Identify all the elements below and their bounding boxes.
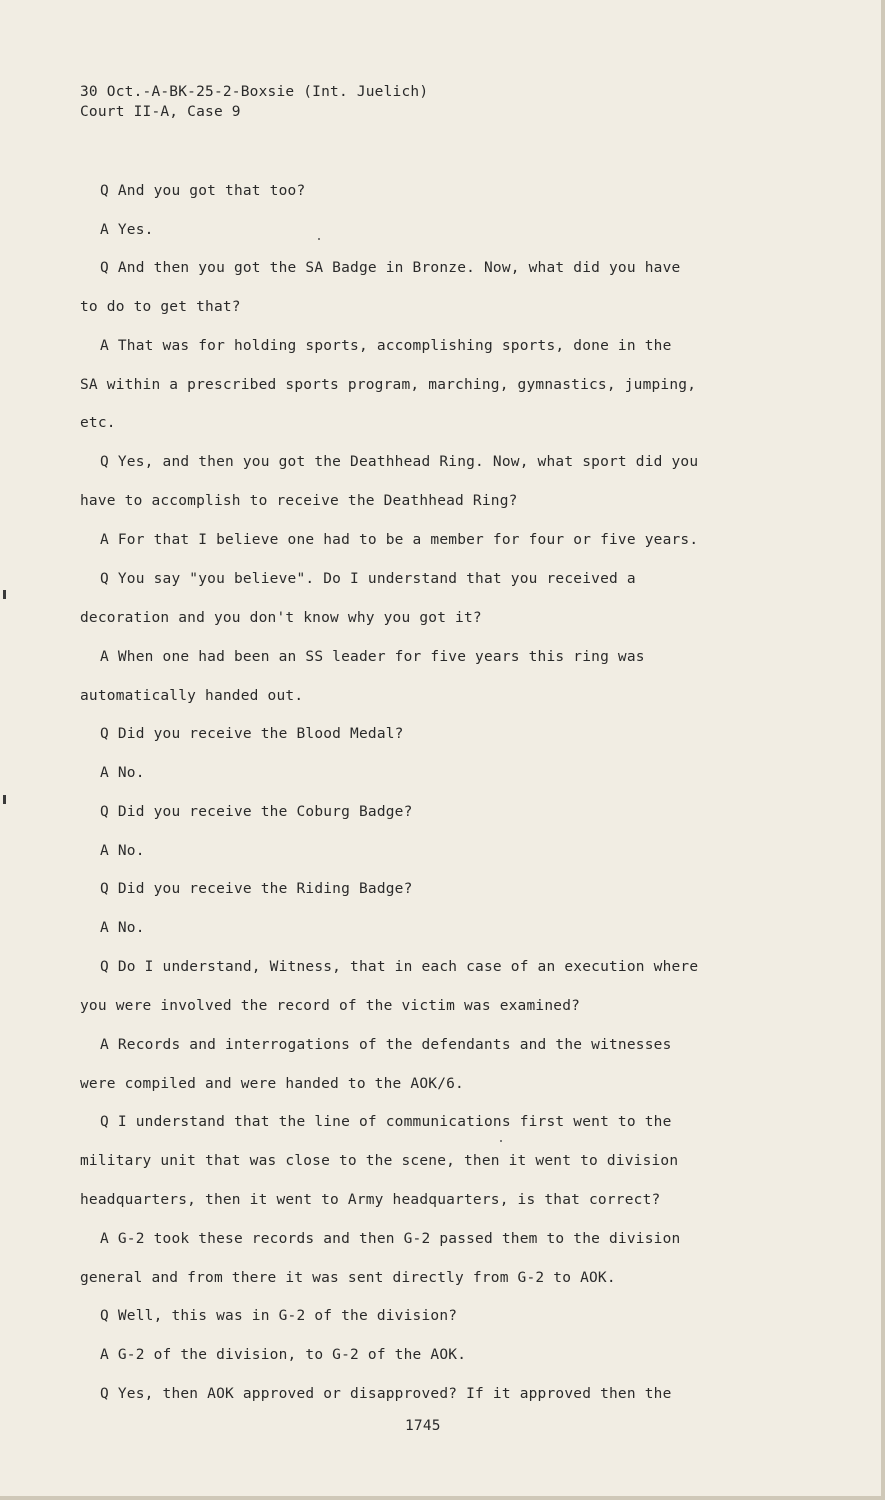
transcript-line: decoration and you don't know why you got it?: [80, 610, 482, 626]
transcript-line: automatically handed out.: [80, 688, 304, 704]
transcript-line: Q Do I understand, Witness, that in each case of an execution where: [100, 959, 699, 975]
transcript-line: A No.: [100, 843, 145, 859]
transcript-line: etc.: [80, 415, 116, 431]
transcript-line: Q And then you got the SA Badge in Bronze. Now, what did you have: [100, 260, 681, 276]
transcript-line: Q Did you receive the Blood Medal?: [100, 726, 404, 742]
binding-mark: [3, 795, 6, 804]
transcript-line: A When one had been an SS leader for five years this ring was: [100, 649, 645, 665]
transcript-line: A Records and interrogations of the defendants and the witnesses: [100, 1037, 672, 1053]
transcript-line: Q Did you receive the Coburg Badge?: [100, 804, 413, 820]
transcript-line: Q Well, this was in G-2 of the division?: [100, 1308, 458, 1324]
transcript-line: A No.: [100, 765, 145, 781]
paper-speck: [318, 238, 320, 240]
transcript-line: general and from there it was sent directly from G-2 to AOK.: [80, 1270, 616, 1286]
transcript-line: Q Yes, and then you got the Deathhead Ring. Now, what sport did you: [100, 454, 699, 470]
header-case-reference: 30 Oct.-A-BK-25-2-Boxsie (Int. Juelich): [80, 84, 429, 100]
transcript-line: A That was for holding sports, accomplishing sports, done in the: [100, 338, 672, 354]
transcript-line: headquarters, then it went to Army headquarters, is that correct?: [80, 1192, 661, 1208]
transcript-line: A G-2 took these records and then G-2 passed them to the division: [100, 1231, 681, 1247]
binding-mark: [3, 590, 6, 599]
transcript-line: to do to get that?: [80, 299, 241, 315]
transcript-line: were compiled and were handed to the AOK/6.: [80, 1076, 464, 1092]
transcript-line: Q Did you receive the Riding Badge?: [100, 881, 413, 897]
transcript-line: A No.: [100, 920, 145, 936]
transcript-line: Q Yes, then AOK approved or disapproved? If it approved then the: [100, 1386, 672, 1402]
transcript-line: you were involved the record of the victim was examined?: [80, 998, 581, 1014]
transcript-line: A G-2 of the division, to G-2 of the AOK.: [100, 1347, 467, 1363]
transcript-line: Q I understand that the line of communications first went to the: [100, 1114, 672, 1130]
transcript-line: SA within a prescribed sports program, marching, gymnastics, jumping,: [80, 377, 697, 393]
transcript-line: A For that I believe one had to be a member for four or five years.: [100, 532, 699, 548]
header-court-case: Court II-A, Case 9: [80, 104, 241, 120]
transcript-line: have to accomplish to receive the Deathhead Ring?: [80, 493, 518, 509]
paper-speck: [500, 1140, 502, 1142]
transcript-line: A Yes.: [100, 222, 154, 238]
page-number: 1745: [405, 1418, 441, 1434]
transcript-line: military unit that was close to the scene, then it went to division: [80, 1153, 679, 1169]
transcript-line: Q You say "you believe". Do I understand that you received a: [100, 571, 636, 587]
transcript-line: Q And you got that too?: [100, 183, 306, 199]
